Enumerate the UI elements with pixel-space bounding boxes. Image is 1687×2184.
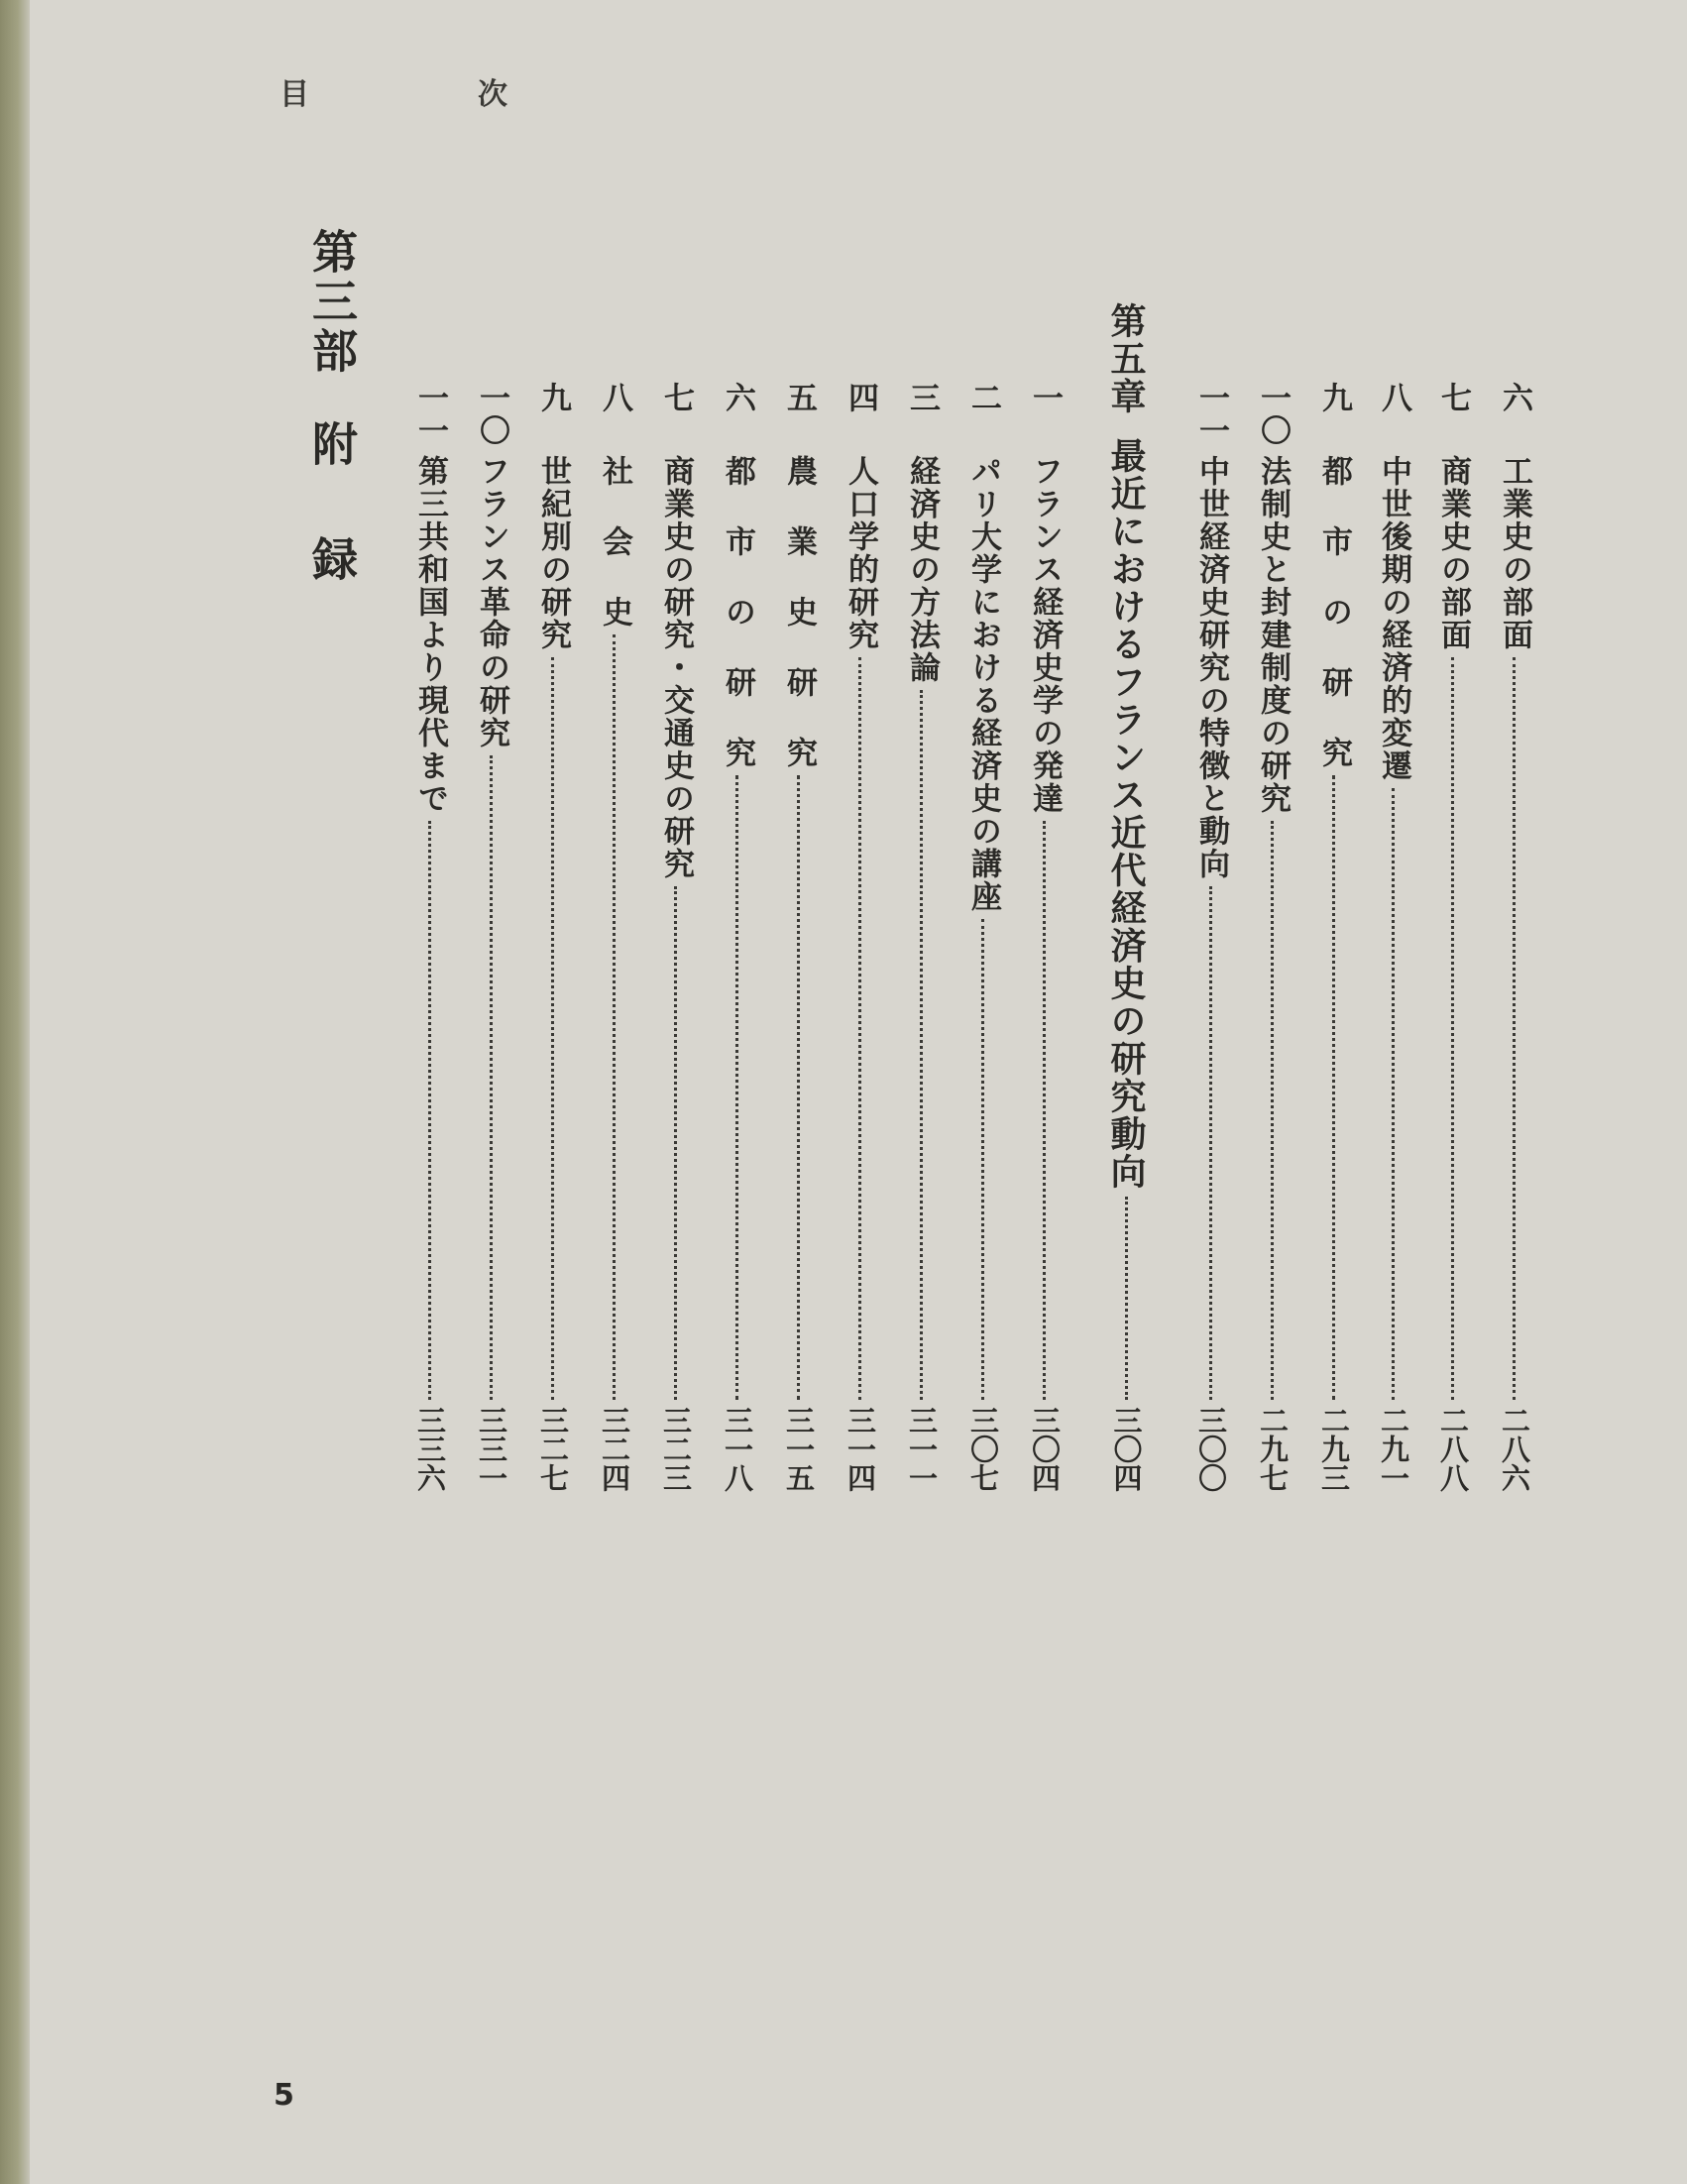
part-title: 附録	[305, 420, 359, 650]
toc-entry	[1497, 382, 1532, 1492]
entry-title: 工業史の部面	[1497, 455, 1532, 651]
toc-entry	[781, 382, 817, 1492]
dot-leader	[1043, 821, 1046, 1400]
entry-title: 経済史の方法論	[904, 455, 940, 684]
chapter-title: 最近におけるフランス近代経済史の研究動向	[1105, 437, 1147, 1191]
dot-leader	[1451, 657, 1454, 1400]
toc-entry	[412, 382, 448, 1492]
entry-page: 三二七	[536, 1406, 570, 1492]
dot-leader	[1209, 886, 1212, 1400]
entry-number: 八	[1376, 382, 1411, 414]
entry-title: 第三共和国より現代まで	[412, 455, 448, 815]
part-heading	[305, 228, 359, 650]
dot-leader	[674, 886, 677, 1400]
entry-number: 七	[1435, 382, 1471, 414]
entry-number: 一一	[412, 382, 448, 447]
entry-page: 三〇四	[1028, 1406, 1062, 1492]
entry-page: 二九一	[1377, 1406, 1410, 1492]
entry-page: 二八六	[1498, 1406, 1531, 1492]
entry-number: 二	[965, 382, 1001, 414]
entry-title: 農 業 史 研 究	[781, 455, 817, 769]
dot-leader	[1513, 657, 1516, 1400]
entry-number: 八	[597, 382, 632, 414]
dot-leader	[428, 821, 431, 1400]
entry-page: 三一四	[844, 1406, 877, 1492]
entry-title: 社 会 史	[597, 455, 632, 629]
dot-leader	[1271, 821, 1274, 1400]
entry-page: 三〇七	[966, 1406, 1000, 1492]
dot-leader	[797, 775, 800, 1400]
toc-entry	[1255, 382, 1291, 1492]
entry-number: 九	[535, 382, 571, 414]
book-binding-edge	[0, 0, 30, 2184]
entry-page: 二九三	[1317, 1406, 1351, 1492]
dot-leader	[1332, 775, 1335, 1400]
toc-entry	[474, 382, 509, 1492]
entry-number: 六	[1497, 382, 1532, 414]
entry-number: 七	[658, 382, 694, 414]
entry-title: パリ大学における経済史の講座	[965, 455, 1001, 913]
dot-leader	[490, 755, 493, 1400]
entry-page: 三一一	[905, 1406, 939, 1492]
entry-page: 三三一	[475, 1406, 508, 1492]
toc-entry	[904, 382, 940, 1492]
entry-page: 二八八	[1436, 1406, 1470, 1492]
entry-title: 中世経済史研究の特徴と動向	[1193, 455, 1229, 880]
dot-leader	[981, 919, 984, 1400]
running-header-left: 目	[280, 77, 309, 112]
entry-title: 法制史と封建制度の研究	[1255, 455, 1291, 815]
entry-title: フランス革命の研究	[474, 455, 509, 749]
entry-page: 三一八	[721, 1406, 754, 1492]
toc-entry	[1435, 382, 1471, 1492]
entry-title: 世紀別の研究	[535, 455, 571, 651]
toc-entry	[1193, 382, 1229, 1492]
entry-title: 商業史の研究・交通史の研究	[658, 455, 694, 880]
chapter-number: 第五章	[1105, 302, 1147, 415]
toc-entry	[1027, 382, 1063, 1492]
dot-leader	[1392, 788, 1395, 1400]
entry-page: 三一五	[782, 1406, 816, 1492]
entry-number: 四	[843, 382, 878, 414]
entry-title: 中世後期の経済的変遷	[1376, 455, 1411, 782]
entry-title: 人口学的研究	[843, 455, 878, 651]
entry-number: 一一	[1193, 382, 1229, 447]
entry-number: 九	[1316, 382, 1352, 414]
entry-number: 一〇	[474, 382, 509, 447]
dot-leader	[858, 657, 861, 1400]
entry-page: 三三六	[413, 1406, 447, 1492]
running-header-right: 次	[478, 77, 507, 112]
dot-leader	[920, 690, 923, 1400]
toc-entry	[1316, 382, 1352, 1492]
toc-entry	[658, 382, 694, 1492]
entry-title: フランス経済史学の発達	[1027, 455, 1063, 815]
entry-page: 二九七	[1256, 1406, 1290, 1492]
toc-entry	[843, 382, 878, 1492]
dot-leader	[551, 657, 554, 1400]
entry-number: 一〇	[1255, 382, 1291, 447]
toc-entry	[965, 382, 1001, 1492]
toc-entry	[1376, 382, 1411, 1492]
part-label: 第三部	[305, 228, 359, 377]
chapter-page: 三〇四	[1109, 1406, 1144, 1492]
entry-title: 都 市 の 研 究	[720, 455, 755, 769]
toc-entry	[535, 382, 571, 1492]
entry-title: 都 市 の 研 究	[1316, 455, 1352, 769]
entry-page: 三二四	[598, 1406, 631, 1492]
toc-entry	[597, 382, 632, 1492]
page-number: 5	[274, 2078, 294, 2113]
entry-title: 商業史の部面	[1435, 455, 1471, 651]
entry-number: 五	[781, 382, 817, 414]
dot-leader	[735, 775, 738, 1400]
chapter-heading	[1105, 302, 1147, 1492]
entry-page: 三〇〇	[1194, 1406, 1228, 1492]
entry-number: 一	[1027, 382, 1063, 414]
dot-leader	[613, 634, 616, 1400]
toc-entry	[720, 382, 755, 1492]
entry-number: 六	[720, 382, 755, 414]
dot-leader	[1125, 1197, 1128, 1400]
entry-page: 三二三	[659, 1406, 693, 1492]
entry-number: 三	[904, 382, 940, 414]
